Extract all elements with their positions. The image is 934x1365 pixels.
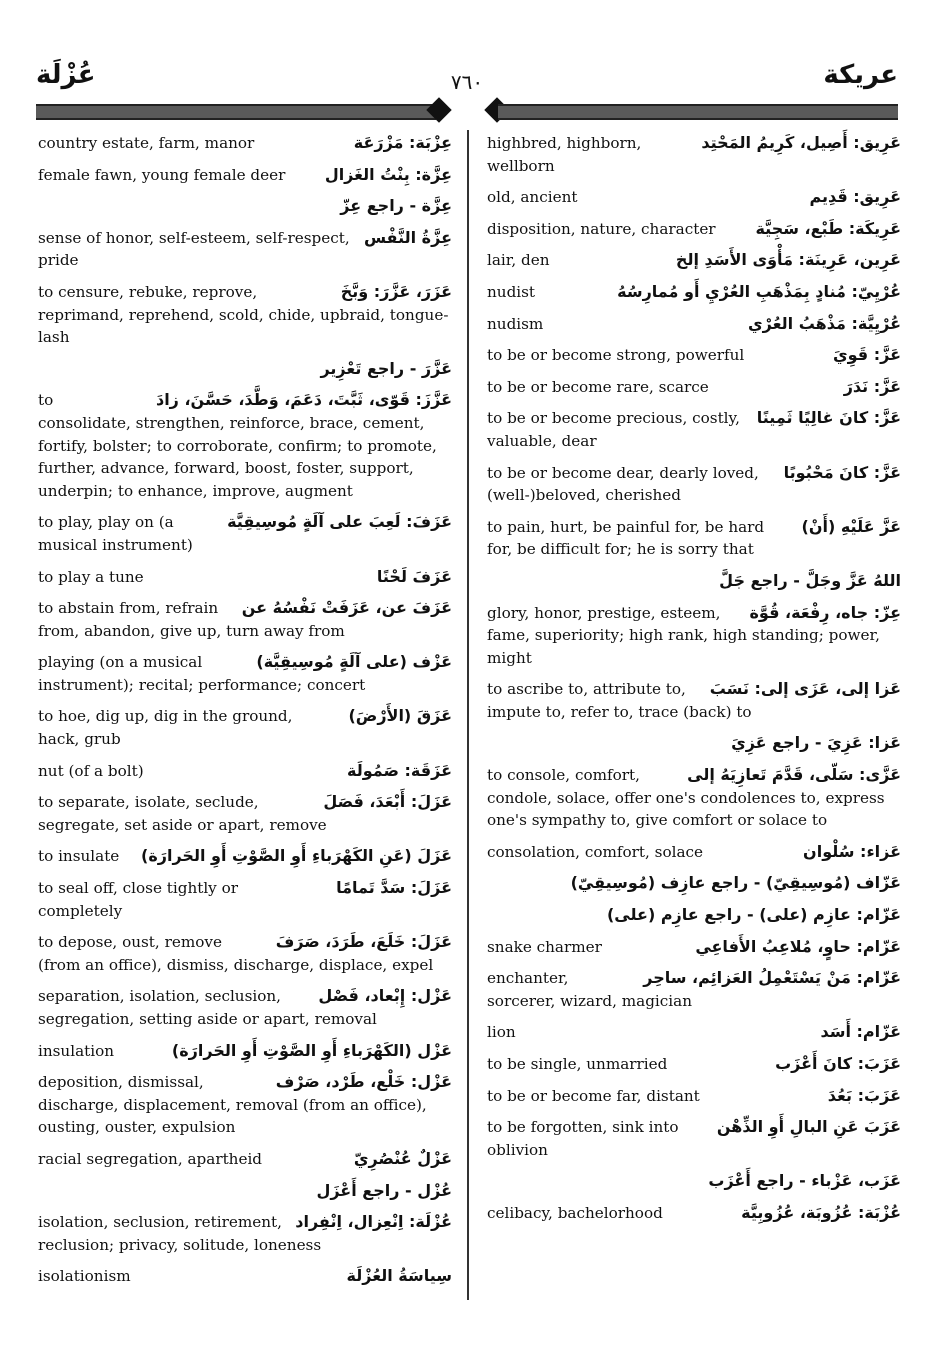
arabic-headword: عَزاء: سُلْوان xyxy=(803,841,901,861)
arabic-headword: عَزْل (الكَهْرَباءِ أَوِ الصَّوْتِ أَوِ الحَرارَة) xyxy=(171,1040,452,1060)
arabic-headword: عِزْبَة: مَزْرَعَة xyxy=(353,133,452,152)
arabic-headword: عَزَّ: كانَ مَحْبُوبًا xyxy=(783,462,901,482)
arabic-headword: عَزَّ: نَدَرَ xyxy=(843,376,901,396)
dictionary-entry xyxy=(487,1021,901,1044)
dictionary-entry xyxy=(38,358,452,381)
english-definition: glory, honor, prestige, esteem, fame, superiority; high rank, high standing; power, might xyxy=(487,603,880,667)
dictionary-entry xyxy=(487,407,901,452)
english-definition: enchanter, sorcerer, wizard, magician xyxy=(487,969,692,1010)
english-definition: to be or become strong, powerful xyxy=(487,346,745,365)
dictionary-entry xyxy=(38,132,452,155)
english-definition: deposition, dismissal, discharge, displacement, removal (from an office), ousting, ouster, expulsion xyxy=(38,1073,427,1137)
dictionary-entry xyxy=(38,1148,452,1171)
arabic-headword: عَزّام: حاوٍ، مُلاعِبُ الأَفاعِي xyxy=(695,936,901,956)
dictionary-entry xyxy=(38,511,452,556)
english-definition: racial segregation, apartheid xyxy=(38,1149,263,1168)
dictionary-entry xyxy=(38,651,452,696)
arabic-headword: عَزَّرَ - راجع تَعْزِير xyxy=(320,358,452,378)
english-definition: to console, comfort, condole, solace, offer one's condolences to, express one's sympathy to, give comfort or solace to xyxy=(487,766,885,830)
dictionary-entry xyxy=(38,877,452,922)
header-rule-right xyxy=(498,104,898,120)
english-definition: to depose, oust, remove (from an office), dismiss, discharge, displace, expel xyxy=(38,933,434,974)
dictionary-entry xyxy=(487,936,901,959)
dictionary-entry xyxy=(38,791,452,836)
arabic-headword: عِزَّة: بِنْتُ الغَزال xyxy=(324,164,452,184)
left-column xyxy=(38,132,452,1297)
arabic-headword: عَرِيكَة: طَبْع، سَجِيَّة xyxy=(755,218,901,238)
english-definition: to play a tune xyxy=(38,567,144,586)
dictionary-entry xyxy=(487,904,901,927)
arabic-headword: عَزَفَ عن، عَزَفَتْ نَفْسُهُ عن xyxy=(241,598,452,618)
arabic-headword: عَزَبَ: كانَ أَعْزَب xyxy=(775,1054,901,1073)
arabic-headword: عَزَلَ: خَلَعَ، طَرَدَ، صَرَفَ xyxy=(275,932,452,952)
english-definition: to pain, hurt, be painful for, be hard for, be difficult for; he is sorry that xyxy=(487,517,765,559)
dictionary-entry xyxy=(38,705,452,750)
dictionary-entry xyxy=(38,985,452,1030)
right-running-headword: عريكة xyxy=(823,60,898,90)
arabic-headword: عَزَلَ: أَبْعَدَ، فَصَلَ xyxy=(323,792,452,812)
right-column xyxy=(487,132,901,1234)
arabic-headword: عَزَبَ عَنِ البالِ أَوِ الذِّهْن xyxy=(716,1117,901,1137)
dictionary-entry xyxy=(38,389,452,502)
arabic-headword: عِزَّةُ النَّفْس xyxy=(363,227,452,247)
english-definition: nut (of a bolt) xyxy=(38,761,144,780)
arabic-headword: عَرِين، عَرِينَة: مَأْوَى الأَسَدِ إلخ xyxy=(675,250,901,270)
english-definition: female fawn, young female deer xyxy=(38,165,286,184)
arabic-headword: عَزْف (على آلَةٍ مُوسِيقِيَّة) xyxy=(256,652,452,672)
dictionary-entry xyxy=(487,841,901,864)
dictionary-entry xyxy=(38,845,452,868)
arabic-headword: عَزا إلى، عَزَى إلى: نَسَبَ xyxy=(709,679,901,699)
arabic-headword: عُزْبَة: عُزُوبَة، عُزُوبِيَّة xyxy=(741,1202,901,1222)
dictionary-entry xyxy=(38,281,452,349)
arabic-headword: عَزّام: عازِم (على) - راجع عازِم (على) xyxy=(606,905,901,925)
arabic-headword: عَزّاف (مُوسِيقِيّ) - راجع عازِف (مُوسِيقِيّ) xyxy=(570,873,901,893)
english-definition: to consolidate, strengthen, reinforce, brace, cement, fortify, bolster; to corroborate, confirm; to promote, further, advance, forward, boost, foster, support, underpin; to enhance, improve, augment xyxy=(38,391,437,500)
dictionary-entry xyxy=(38,760,452,783)
dictionary-entry xyxy=(38,566,452,589)
arabic-headword: عَرِيق: قَدِيم xyxy=(809,187,901,207)
arabic-headword: اللهُ عَزَّ وجَلَّ - راجع جَلَّ xyxy=(719,570,901,590)
dictionary-entry xyxy=(487,344,901,367)
english-definition: to insulate xyxy=(38,847,120,866)
arabic-headword: عُزْل - راجع أَعْزَل xyxy=(316,1180,452,1200)
dictionary-entry xyxy=(487,313,901,336)
arabic-headword: عَزَرَ، عَزَّرَ: وَبَّخَ xyxy=(340,281,452,301)
dictionary-entry xyxy=(38,227,452,272)
arabic-headword: عَرِيق: أَصِيل، كَرِيمُ المَحْتِد xyxy=(701,133,901,152)
english-definition: celibacy, bachelorhood xyxy=(487,1203,663,1222)
english-definition: lion xyxy=(487,1023,516,1042)
english-definition: lair, den xyxy=(487,251,550,270)
dictionary-entry xyxy=(38,164,452,187)
english-definition: consolation, comfort, solace xyxy=(487,842,703,861)
dictionary-entry xyxy=(487,678,901,723)
arabic-headword: عَزْلٌ عُنْصُرِيّ xyxy=(353,1148,452,1168)
english-definition: to be or become rare, scarce xyxy=(487,377,709,396)
english-definition: to seal off, close tightly or completely xyxy=(38,879,238,920)
page-number: ٧٦٠ xyxy=(450,70,484,94)
english-definition: to be forgotten, sink into oblivion xyxy=(487,1118,679,1159)
english-definition: sense of honor, self-esteem, self-respect, pride xyxy=(38,228,350,270)
arabic-headword: عَزّام: مَنْ يَسْتَعْمِلُ العَزائِم، ساحِر xyxy=(643,968,901,988)
english-definition: isolation, seclusion, retirement, reclusion; privacy, solitude, loneness xyxy=(38,1213,322,1254)
arabic-headword: عَزَبَ: بَعُدَ xyxy=(827,1085,901,1105)
dictionary-entry xyxy=(487,249,901,272)
dictionary-entry xyxy=(38,1071,452,1139)
arabic-headword: عَزَلَ (عَنِ الكَهْرَباءِ أَوِ الصَّوْتِ أَوِ الحَرارَة) xyxy=(141,846,452,866)
dictionary-entry xyxy=(38,1265,452,1288)
dictionary-entry xyxy=(487,186,901,209)
arabic-headword: عَزَّ: كانَ غالِيًا ثَمِينًا xyxy=(756,408,901,428)
arabic-headword: عَزَفَ لَحْنًا xyxy=(376,566,452,586)
english-definition: nudism xyxy=(487,314,544,333)
dictionary-entry xyxy=(38,1211,452,1256)
dictionary-entry xyxy=(487,1053,901,1076)
arabic-headword: عَزَقَ (الأَرْضَ) xyxy=(348,706,452,726)
arabic-headword: عَزَّزَ: قَوّى، ثَبَّتَ، دَعَمَ، وَطَّدَ، حَسَّنَ، زادَ xyxy=(155,390,452,410)
header-rule-left xyxy=(36,104,436,120)
arabic-headword: عِزَّة - راجع عِزّ xyxy=(340,196,452,216)
dictionary-entry xyxy=(487,462,901,507)
english-definition: highbred, highborn, wellborn xyxy=(487,134,642,175)
arabic-headword: عَزَقَة: صَمُولَة xyxy=(347,760,452,780)
arabic-headword: عَزَّى: سَلّى، قَدَّمَ تَعازِيَهُ إلى xyxy=(687,765,901,785)
dictionary-entry xyxy=(38,597,452,642)
dictionary-entry xyxy=(487,570,901,593)
dictionary-entry xyxy=(38,1040,452,1063)
english-definition: playing (on a musical instrument); recital; performance; concert xyxy=(38,653,366,694)
dictionary-entry xyxy=(487,1170,901,1193)
dictionary-entry xyxy=(487,872,901,895)
dictionary-entry xyxy=(487,1085,901,1108)
dictionary-entry xyxy=(487,1116,901,1161)
arabic-headword: عُزْلَة: اِنْعِزال، اِنْفِراد xyxy=(295,1212,452,1232)
left-running-headword: عُزْلَة xyxy=(36,60,96,90)
english-definition: snake charmer xyxy=(487,937,602,956)
arabic-headword: عَزَّ: قَوِيَ xyxy=(832,345,901,365)
english-definition: insulation xyxy=(38,1041,115,1060)
english-definition: isolationism xyxy=(38,1267,131,1286)
dictionary-entry xyxy=(487,967,901,1012)
english-definition: disposition, nature, character xyxy=(487,219,716,238)
dictionary-entry xyxy=(487,376,901,399)
dictionary-entry xyxy=(487,732,901,755)
dictionary-entry xyxy=(487,602,901,670)
english-definition: old, ancient xyxy=(487,188,578,207)
english-definition: to be or become dear, dearly loved, (well-)beloved, cherished xyxy=(487,463,759,505)
arabic-headword: عَزْل: إِبْعاد، فَصْل xyxy=(318,986,452,1006)
dictionary-entry xyxy=(487,764,901,832)
dictionary-entry xyxy=(38,931,452,976)
arabic-headword: عَزَّ عَلَيْهِ (أَنْ) xyxy=(801,516,901,536)
dictionary-entry xyxy=(38,195,452,218)
english-definition: to censure, rebuke, reprove, reprimand, reprehend, scold, chide, upbraid, tongue-lash xyxy=(38,282,449,347)
arabic-headword: سِياسَةُ العُزْلَة xyxy=(346,1266,452,1286)
english-definition: to ascribe to, attribute to, impute to, refer to, trace (back) to xyxy=(487,680,752,721)
arabic-headword: عَزْل: خَلْع، طَرْد، صَرْف xyxy=(275,1072,452,1092)
arabic-headword: عُرْيِيّ: مُنادٍ بِمَذْهَبِ العُرْيِ أَو مُمارِسُهُ xyxy=(617,281,901,301)
arabic-headword: عَزّام: أَسَد xyxy=(820,1022,901,1042)
english-definition: to be single, unmarried xyxy=(487,1055,668,1073)
english-definition: to abstain from, refrain from, abandon, give up, turn away from xyxy=(38,599,345,640)
english-definition: to be or become precious, costly, valuable, dear xyxy=(487,409,740,450)
dictionary-entry xyxy=(487,1202,901,1225)
arabic-headword: عُرْيِيَّة: مَذْهَبُ العُرْي xyxy=(748,313,901,333)
arabic-headword: عَزَب، عَزْباء - راجع أَعْزَب xyxy=(708,1171,901,1191)
arabic-headword: عَزا: عَزِيَ - راجع عَزِيَ xyxy=(731,733,901,753)
column-divider xyxy=(467,130,469,1300)
english-definition: nudist xyxy=(487,282,536,301)
english-definition: to be or become far, distant xyxy=(487,1086,700,1105)
arabic-headword: عَزَفَ: لَعِبَ على آلَةٍ مُوسِيقِيَّة xyxy=(227,512,452,532)
english-definition: to hoe, dig up, dig in the ground, hack, grub xyxy=(38,707,293,749)
dictionary-entry xyxy=(487,281,901,304)
dictionary-entry xyxy=(38,1180,452,1203)
english-definition: to separate, isolate, seclude, segregate, set aside or apart, remove xyxy=(38,793,327,834)
dictionary-entry xyxy=(487,218,901,241)
dictionary-entry xyxy=(487,516,901,561)
dictionary-entry xyxy=(487,132,901,177)
english-definition: separation, isolation, seclusion, segregation, setting aside or apart, removal xyxy=(38,987,377,1028)
english-definition: country estate, farm, manor xyxy=(38,134,255,152)
english-definition: to play, play on (a musical instrument) xyxy=(38,513,193,554)
arabic-headword: عِزّ: جاه، رِفْعَة، قُوَّة xyxy=(749,602,901,622)
arabic-headword: عَزَلَ: سَدَّ تَمامًا xyxy=(336,878,452,898)
